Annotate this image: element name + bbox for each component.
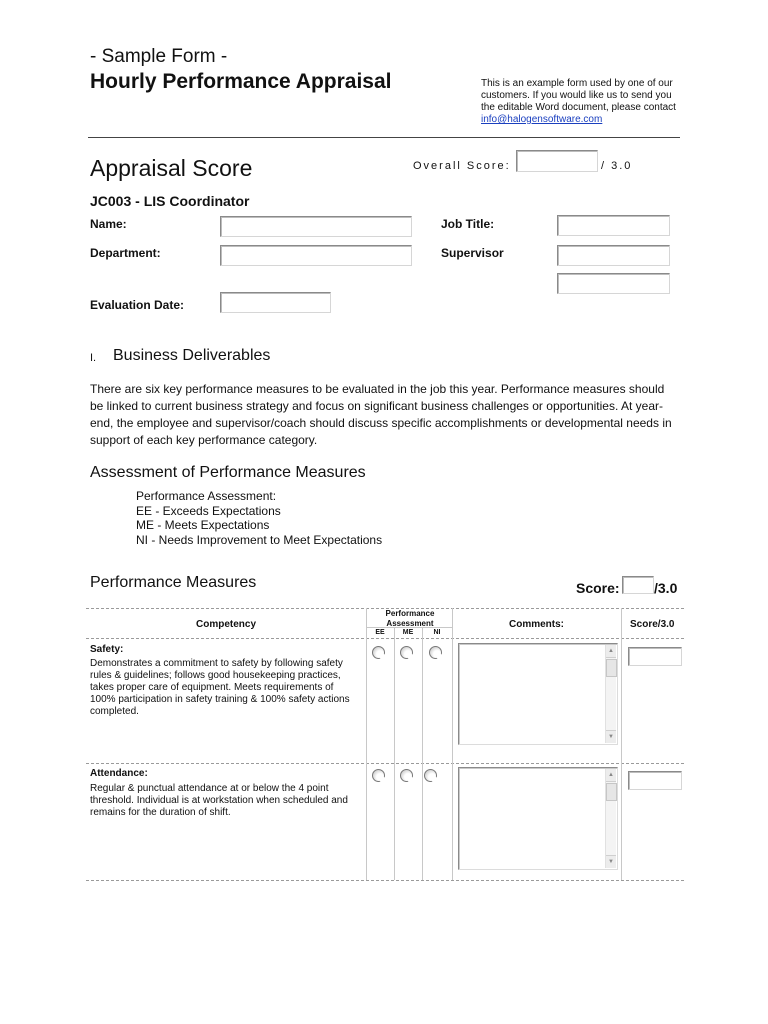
supervisor-input-2[interactable] — [557, 273, 670, 294]
competency-description: Regular & punctual attendance at or below the 4 point threshold. Individual is at workstation when scheduled and remains for the duration of shift. — [90, 783, 348, 818]
legend-line: ME - Meets Expectations — [136, 518, 270, 532]
header-divider — [88, 137, 680, 138]
col-header-me: ME — [402, 629, 414, 636]
competency-name: Safety: — [90, 644, 124, 655]
measures-score-input[interactable] — [622, 576, 654, 594]
header-note-text: This is an example form used by one of our customers. If you would like us to send you the editable Word document, please contact — [481, 78, 676, 113]
measures-score-max: /3.0 — [654, 580, 678, 596]
attendance-ee-radio[interactable] — [372, 769, 385, 782]
attendance-me-radio[interactable] — [400, 769, 413, 782]
col-header-performance: Performance Assessment — [385, 609, 435, 628]
form-subtitle: - Sample Form - — [90, 46, 228, 67]
assessment-legend — [136, 489, 382, 547]
attendance-ni-radio[interactable] — [424, 769, 437, 782]
col-header-competency: Competency — [196, 619, 257, 630]
evaluation-date-input[interactable] — [220, 292, 331, 313]
legend-line: Performance Assessment: — [136, 489, 277, 503]
assessment-heading: Assessment of Performance Measures — [90, 464, 366, 481]
job-title-input[interactable] — [557, 215, 670, 236]
section-paragraph: There are six key performance measures to be evaluated in the job this year. Performance measures should be linked to current business strategy and focus on significant business challenges or opportunities. At year-end, the employee and supervisor/coach should discuss specific accomplishments or developmental needs in support of each key performance category. — [90, 382, 672, 447]
col-header-score: Score/3.0 — [630, 619, 675, 630]
section-title: Business Deliverables — [113, 347, 271, 364]
scroll-down-icon[interactable]: ▼ — [606, 730, 616, 743]
legend-line: EE - Exceeds Expectations — [136, 503, 281, 518]
scroll-thumb[interactable] — [606, 659, 617, 677]
department-input[interactable] — [220, 245, 412, 266]
attendance-comments-scrollbar[interactable] — [605, 769, 616, 868]
competency-name: Attendance: — [90, 768, 148, 779]
scroll-thumb[interactable] — [606, 783, 617, 801]
department-label: Department: — [90, 246, 161, 260]
safety-me-radio[interactable] — [400, 646, 413, 659]
attendance-score-input[interactable] — [628, 771, 682, 790]
col-header-ni: NI — [433, 629, 441, 636]
scroll-up-icon[interactable]: ▲ — [606, 645, 616, 658]
contact-email-link[interactable]: info@halogensoftware.com — [481, 114, 603, 125]
overall-score-label: Overall Score: — [413, 160, 511, 172]
header-note — [481, 78, 681, 126]
performance-measures-heading: Performance Measures — [90, 574, 257, 591]
scroll-up-icon[interactable]: ▲ — [606, 769, 616, 782]
safety-ee-radio[interactable] — [372, 646, 385, 659]
table-bottom-border — [86, 880, 684, 881]
appraisal-score-heading: Appraisal Score — [90, 155, 253, 181]
evaluation-date-label: Evaluation Date: — [90, 298, 185, 312]
competency-description: Demonstrates a commitment to safety by following safety rules & guidelines; follows good housekeeping practices, takes proper care of equipment. Meets requirements of 100% participation in safety training & 100% safety actions completed. — [90, 658, 350, 717]
form-title: Hourly Performance Appraisal — [90, 70, 392, 93]
name-label: Name: — [90, 217, 127, 231]
safety-ni-radio[interactable] — [429, 646, 442, 659]
scroll-down-icon[interactable]: ▼ — [606, 855, 616, 868]
overall-score-input[interactable] — [516, 150, 598, 172]
safety-comments-scrollbar[interactable] — [605, 645, 616, 743]
safety-comments-textarea[interactable] — [458, 643, 618, 745]
safety-score-input[interactable] — [628, 647, 682, 666]
section-number: I. — [90, 352, 97, 364]
legend-line: NI - Needs Improvement to Meet Expectations — [136, 532, 383, 547]
supervisor-label: Supervisor — [441, 246, 504, 260]
name-input[interactable] — [220, 216, 412, 237]
overall-score-max: / 3.0 — [601, 160, 633, 172]
job-title-label: Job Title: — [441, 217, 495, 231]
col-header-ee: EE — [375, 629, 385, 636]
job-code-title: JC003 - LIS Coordinator — [90, 193, 250, 209]
attendance-comments-textarea[interactable] — [458, 767, 618, 870]
col-header-comments: Comments: — [509, 619, 565, 630]
measures-score-label: Score: — [576, 580, 620, 596]
supervisor-input[interactable] — [557, 245, 670, 266]
